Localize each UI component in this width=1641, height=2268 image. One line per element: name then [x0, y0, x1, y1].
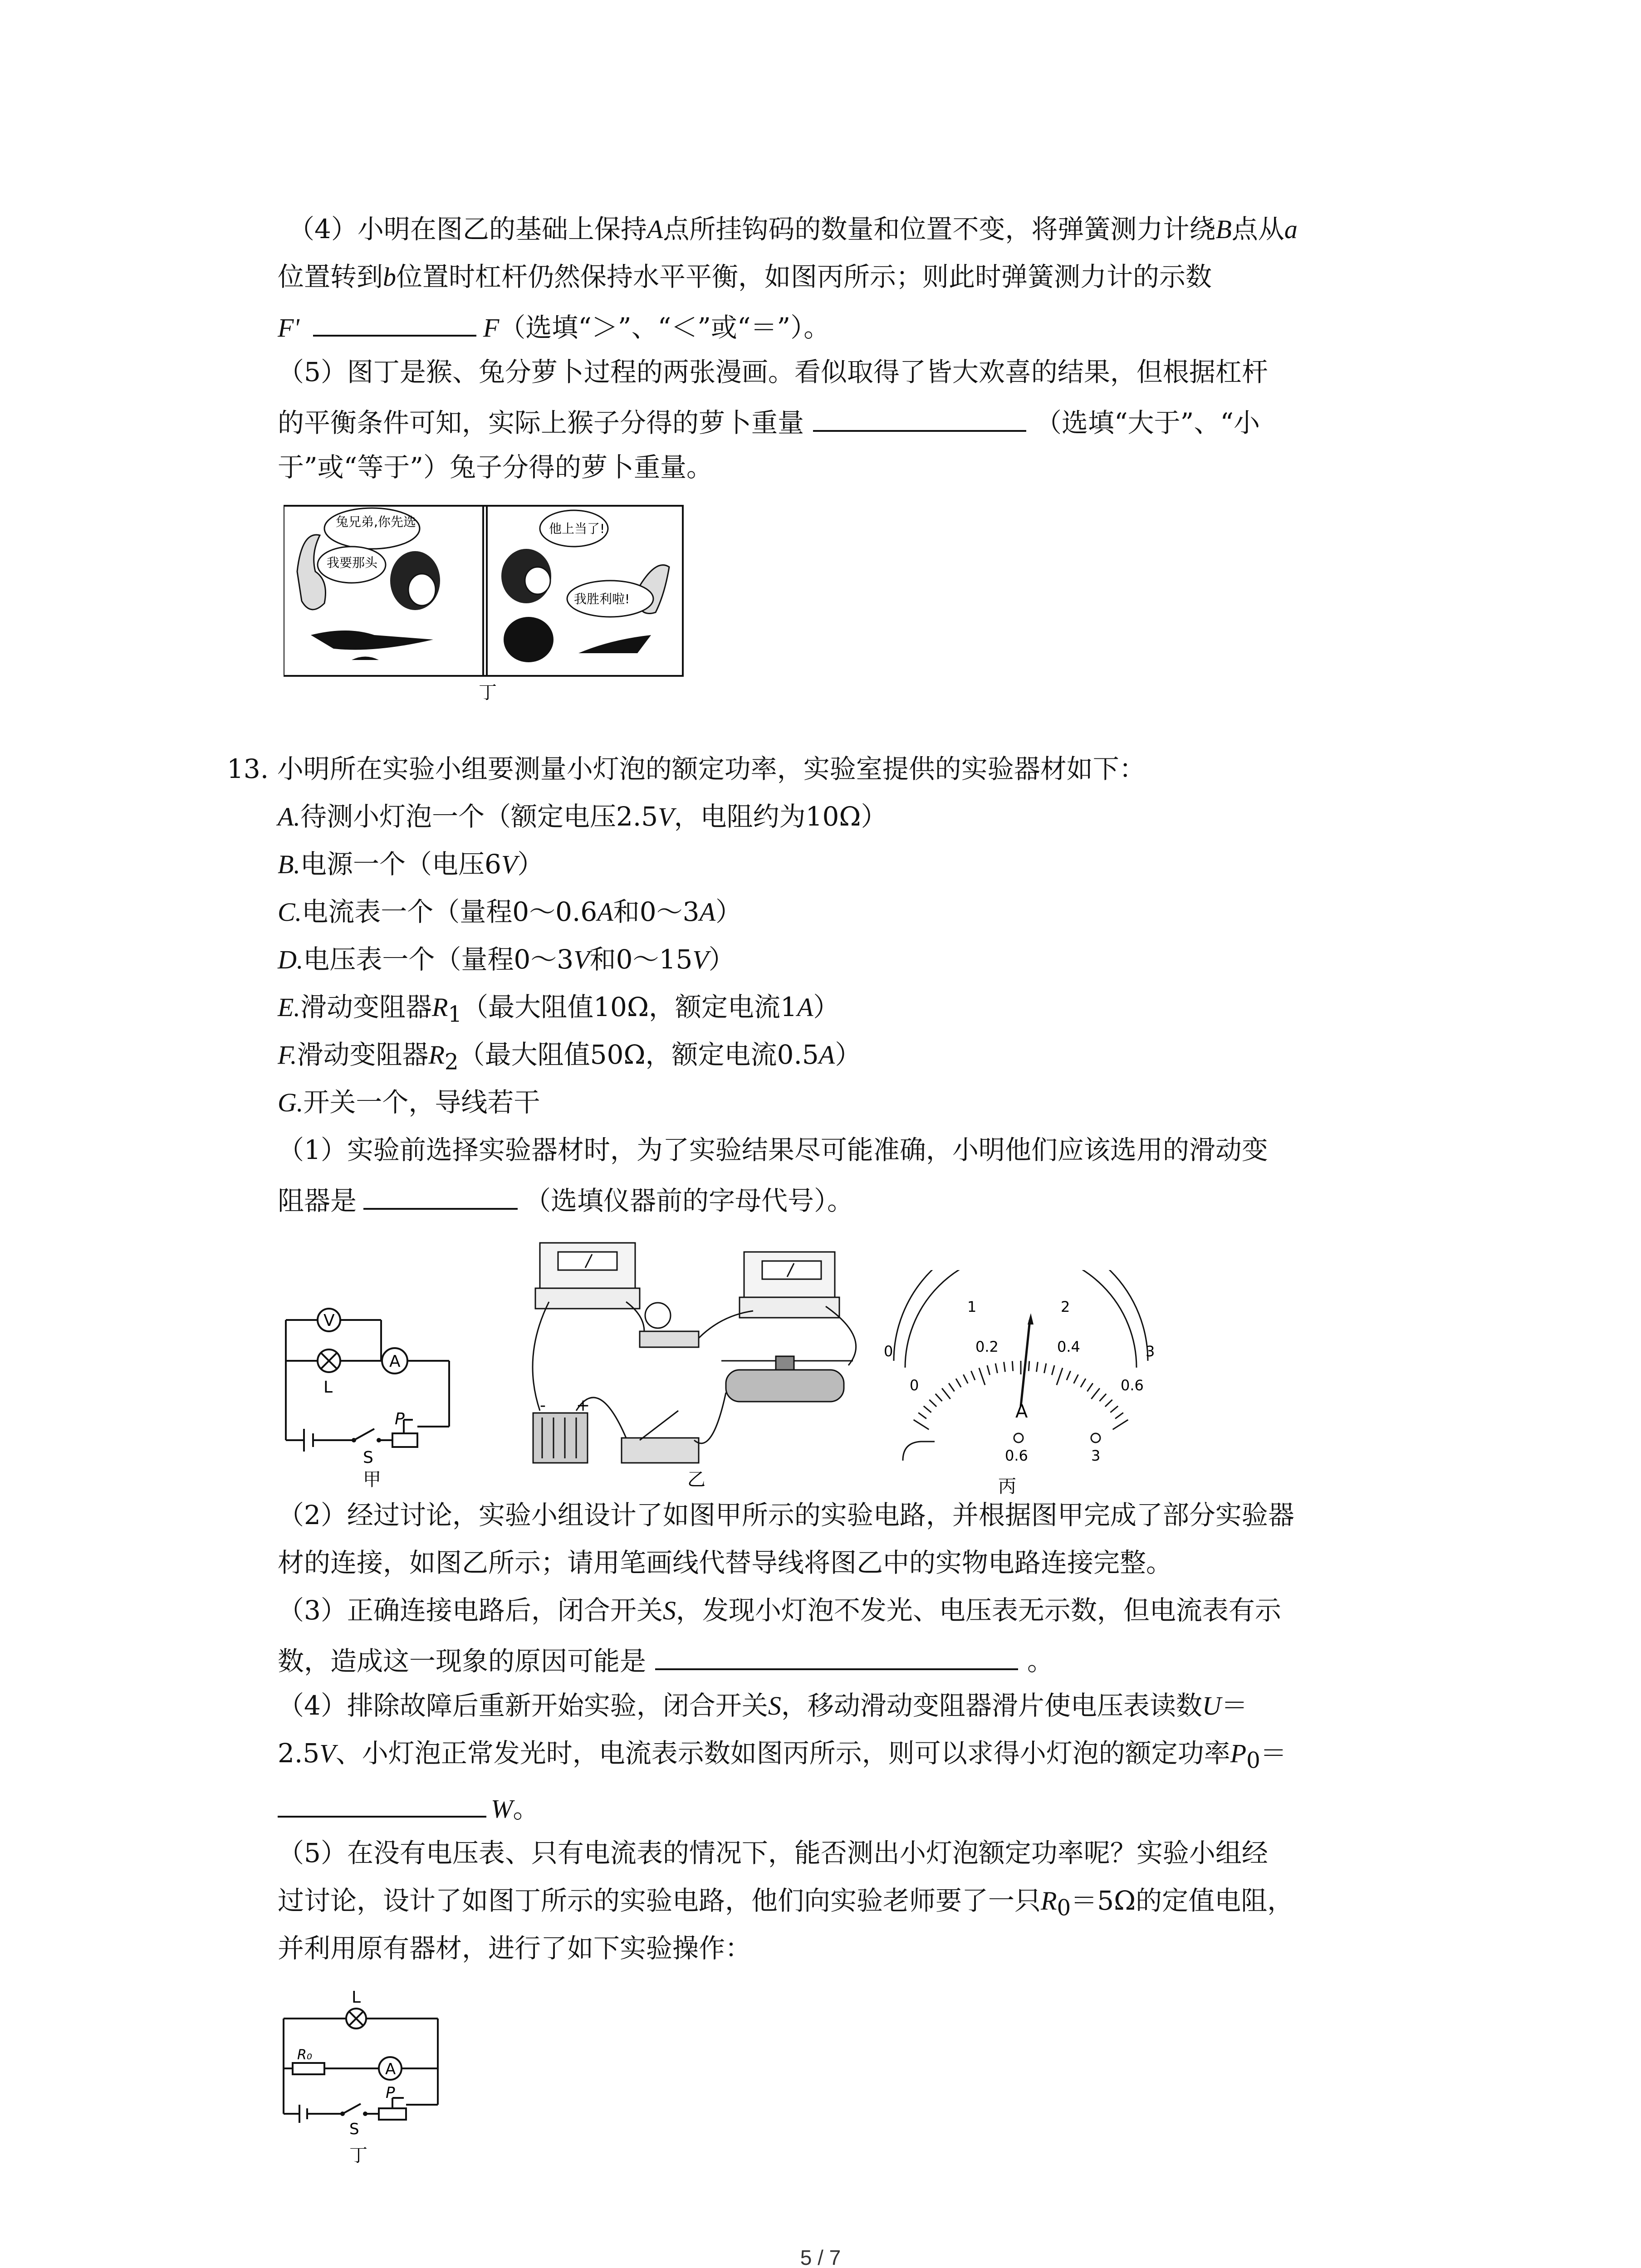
q13-p4-line3: W。	[278, 1789, 539, 1825]
dial-bottom-label: 0	[910, 1377, 919, 1394]
dial-bottom-label: 0.6	[1121, 1377, 1144, 1394]
q12-p4-line1: （4）小明在图乙的基础上保持A点所挂钩码的数量和位置不变，将弹簧测力计绕B点从a	[288, 214, 1298, 244]
q13-p5-line1: （5）在没有电压表、只有电流表的情况下，能否测出小灯泡额定功率呢？实验小组经	[278, 1838, 1268, 1868]
dial-tick	[1110, 1406, 1118, 1413]
q12-p5-line1: （5）图丁是猴、兔分萝卜过程的两张漫画。看似取得了皆大欢喜的结果，但根据杠杆	[278, 357, 1268, 387]
q12-p4-line3: F' F（选填“＞”、“＜”或“＝”）。	[278, 308, 830, 344]
q13-p2-line2: 材的连接，如图乙所示；请用笔画线代替导线将图乙中的实物电路连接完整。	[278, 1547, 1173, 1578]
negative-terminal-label: -	[540, 1396, 546, 1415]
bubble-text: 他上当了!	[549, 521, 605, 536]
dial-tick	[1091, 1388, 1100, 1399]
dial-tick	[1057, 1368, 1063, 1385]
figure-caption: 丁	[479, 682, 497, 703]
q13-p5-line2: 过讨论，设计了如图丁所示的实验电路，他们向实验老师要了一只$R_0=5\Omega$的定值电阻，	[278, 1885, 1294, 1921]
ammeter-dial-bing	[867, 1270, 1175, 1497]
dial-tick	[979, 1368, 985, 1385]
q13-intro: 13. 小明所在实验小组要测量小灯泡的额定功率，实验室提供的实验器材如下：	[227, 753, 1146, 784]
dial-tick	[1044, 1364, 1046, 1374]
q12-p5-line2: 的平衡条件可知，实际上猴子分得的萝卜重量 （选填“大于”、“小	[278, 404, 1260, 439]
bubble-text: 兔兄弟,你先选	[336, 514, 416, 529]
dial-tick	[918, 1413, 926, 1418]
circuit-diagram-jia	[277, 1279, 467, 1488]
slider-label: P	[395, 1410, 405, 1428]
dial-tick	[956, 1378, 961, 1387]
q13-p2-line1: （2）经过讨论，实验小组设计了如图甲所示的实验电路，并根据图甲完成了部分实验器	[278, 1500, 1294, 1530]
equipment-item: E.滑动变阻器$R_1$（最大阻值10Ω，额定电流1A）	[278, 992, 840, 1027]
dial-tick	[995, 1364, 997, 1374]
dial-tick	[1036, 1362, 1038, 1372]
dial-bottom-label: 0.4	[1057, 1338, 1080, 1355]
figure-caption: 丁	[349, 2145, 367, 2166]
switch-label: S	[349, 2120, 359, 2138]
figure-caption: 甲	[363, 1469, 381, 1488]
answer-blank[interactable]	[313, 308, 476, 337]
switch-label: S	[363, 1448, 373, 1467]
cartoon-figure	[284, 503, 692, 703]
page-number: 5 / 7	[800, 2246, 841, 2268]
answer-blank[interactable]	[813, 404, 1026, 432]
terminal-label: 0.6	[1005, 1447, 1028, 1464]
q13-p5-line3: 并利用原有器材，进行了如下实验操作：	[278, 1933, 752, 1964]
dial-tick	[1115, 1413, 1123, 1418]
physical-circuit-yi	[508, 1238, 894, 1492]
ammeter-label: A	[385, 2060, 396, 2078]
dial-tick	[929, 1400, 936, 1407]
dial-tick	[1012, 1361, 1013, 1371]
q12-p4-line2: 位置转到b位置时杠杆仍然保持水平平衡，如图丙所示；则此时弹簧测力计的示数	[278, 261, 1212, 292]
equipment-item: D.电压表一个（量程0～3V和0～15V）	[278, 944, 735, 975]
lamp-label: L	[352, 1988, 361, 2007]
q13-p1-line2: 阻器是 （选填仪器前的字母代号）。	[278, 1182, 853, 1217]
bubble-text: 我胜利啦!	[574, 591, 630, 606]
dial-tick	[1004, 1362, 1005, 1372]
dial-bottom-label: 0.2	[975, 1338, 999, 1355]
dial-top-label: 3	[1146, 1343, 1155, 1360]
answer-blank[interactable]	[655, 1642, 1018, 1670]
ammeter-label: A	[389, 1352, 401, 1371]
positive-terminal-label: +	[576, 1396, 590, 1415]
q13-p3-line2: 数，造成这一现象的原因可能是 。	[278, 1642, 1053, 1677]
dial-tick	[914, 1420, 929, 1429]
dial-tick	[924, 1406, 931, 1413]
equipment-item: C.电流表一个（量程0～0.6A和0～3A）	[278, 896, 742, 927]
q13-p3-line1: （3）正确连接电路后，闭合开关S，发现小灯泡不发光、电压表无示数，但电流表有示	[278, 1595, 1281, 1626]
equipment-item: A.待测小灯泡一个（额定电压2.5V，电阻约为10Ω）	[278, 801, 887, 832]
q13-p4-line2: 2.5V、小灯泡正常发光时，电流表示数如图丙所示，则可以求得小灯泡的额定功率$P_0=$	[278, 1738, 1287, 1774]
dial-tick	[1081, 1378, 1086, 1387]
dial-tick	[987, 1365, 990, 1375]
dial-unit: A	[1015, 1401, 1028, 1422]
dial-tick	[1087, 1383, 1092, 1391]
q12-p5-line3: 于”或“等于”）兔子分得的萝卜重量。	[278, 452, 713, 483]
dial-top-label: 2	[1061, 1298, 1070, 1315]
figure-caption: 丙	[998, 1476, 1016, 1497]
dial-tick	[1074, 1374, 1078, 1383]
bubble-text: 我要那头	[327, 555, 378, 570]
equipment-item: F.滑动变阻器$R_2$（最大阻值50Ω，额定电流0.5A）	[278, 1039, 862, 1075]
dial-tick	[963, 1374, 968, 1383]
equipment-item: B.电源一个（电压6V）	[278, 849, 544, 880]
circuit-diagram-ding	[274, 1982, 456, 2173]
equipment-item: G.开关一个，导线若干	[278, 1087, 540, 1118]
dial-tick	[1105, 1400, 1112, 1407]
dial-tick	[936, 1394, 942, 1401]
terminal-label: 3	[1091, 1447, 1101, 1464]
dial-tick	[1099, 1394, 1106, 1401]
slider-label: P	[386, 2084, 395, 2102]
figure-caption: 乙	[687, 1469, 705, 1490]
answer-blank[interactable]	[363, 1182, 518, 1210]
q13-p1-line1: （1）实验前选择实验器材时，为了实验结果尽可能准确，小明他们应该选用的滑动变	[278, 1134, 1268, 1165]
dial-tick	[1052, 1365, 1054, 1375]
dial-tick	[971, 1371, 975, 1380]
q13-p4-line1: （4）排除故障后重新开始实验，闭合开关S，移动滑动变阻器滑片使电压表读数U＝	[278, 1690, 1248, 1721]
dial-top-label: 0	[884, 1343, 893, 1360]
dial-tick	[942, 1388, 950, 1399]
dial-tick	[1067, 1371, 1071, 1380]
voltmeter-label: V	[323, 1311, 335, 1330]
resistor-label: R₀	[297, 2047, 312, 2063]
lamp-label: L	[323, 1378, 333, 1397]
dial-top-label: 1	[967, 1298, 977, 1315]
dial-tick	[949, 1383, 954, 1391]
dial-tick	[1113, 1420, 1128, 1429]
answer-blank[interactable]	[278, 1789, 486, 1818]
